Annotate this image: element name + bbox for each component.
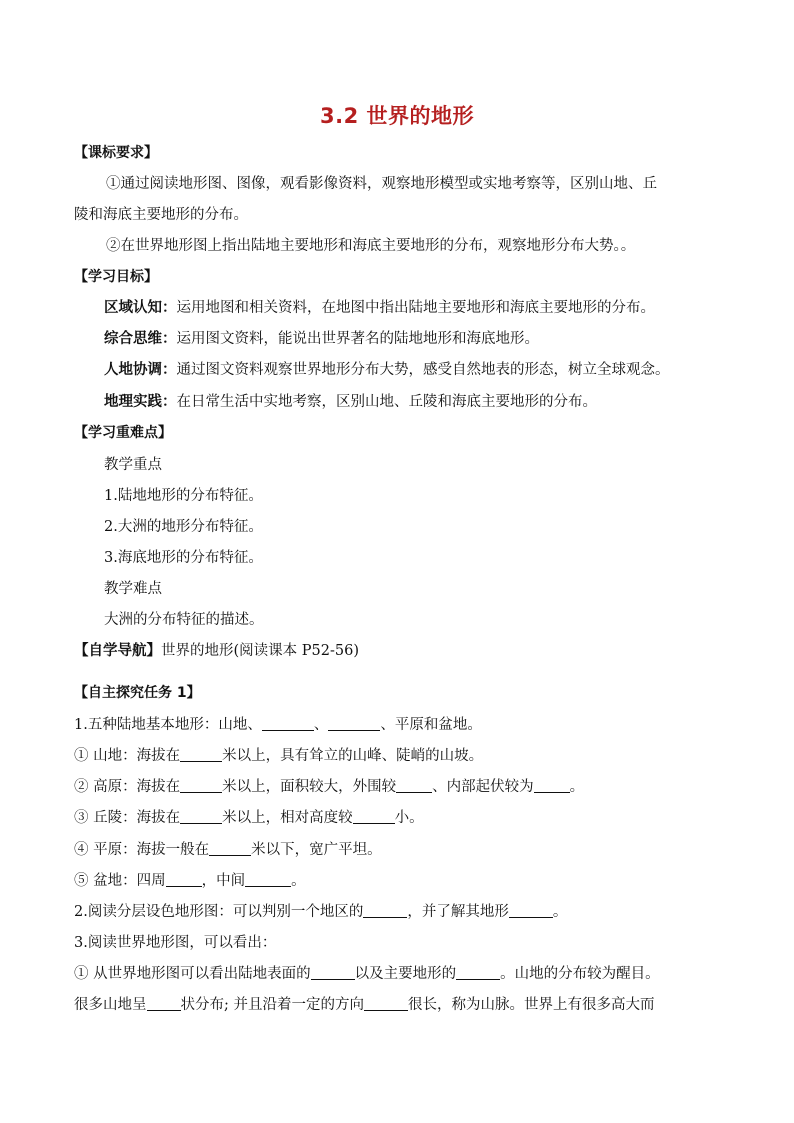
answer-blank[interactable] [364, 996, 408, 1011]
answer-blank[interactable] [456, 965, 500, 980]
curriculum-item-2: ②在世界地形图上指出陆地主要地形和海底主要地形的分布，观察地形分布大势。。 [106, 238, 636, 254]
objective-label: 地理实践： [104, 394, 177, 410]
key-points-line: 1.陆地地形的分布特征。 [104, 488, 263, 504]
self-study-guide [74, 641, 359, 661]
curriculum-item-1-line-2: 陵和海底主要地形的分布。 [74, 207, 248, 223]
section-heading-key-points: 【学习重难点】 [74, 425, 172, 441]
answer-blank[interactable] [353, 809, 395, 824]
objective-label: 人地协调： [104, 362, 177, 378]
objective-human-land [104, 360, 670, 380]
objective-practice [104, 392, 597, 412]
key-points-line: 大洲的分布特征的描述。 [104, 612, 264, 628]
key-points-line: 2.大洲的地形分布特征。 [104, 519, 263, 535]
question-2: 2.阅读分层设色地形图：可以判别一个地区的 ，并了解其地形 。 [74, 904, 568, 920]
objective-text: 通过图文资料观察世界地形分布大势，感受自然地表的形态，树立全球观念。 [176, 362, 670, 378]
answer-blank[interactable] [180, 778, 222, 793]
question-3-item-1: ① 从世界地形图可以看出陆地表面的 以及主要地形的 。山地的分布较为醒目。 [74, 966, 660, 982]
answer-blank[interactable] [534, 778, 570, 793]
answer-blank[interactable] [509, 903, 553, 918]
answer-blank[interactable] [209, 841, 251, 856]
answer-blank[interactable] [262, 716, 314, 731]
question-plateau: ② 高原：海拔在 米以上，面积较大，外围较 、内部起伏较为 。 [74, 779, 585, 795]
objective-regional [104, 298, 655, 318]
question-3: 3.阅读世界地形图，可以看出： [74, 935, 277, 951]
answer-blank[interactable] [147, 996, 181, 1011]
answer-blank[interactable] [396, 778, 432, 793]
key-points-line: 3.海底地形的分布特征。 [104, 550, 263, 566]
section-heading-self-study: 【自学导航】 [74, 643, 161, 659]
question-plain: ④ 平原：海拔一般在 米以下，宽广平坦。 [74, 842, 382, 858]
objective-label: 区域认知： [104, 300, 177, 316]
question-mountain: ① 山地：海拔在 米以上，具有耸立的山峰、陡峭的山坡。 [74, 748, 484, 764]
section-heading-curriculum: 【课标要求】 [74, 145, 158, 161]
objective-text: 在日常生活中实地考察，区别山地、丘陵和海底主要地形的分布。 [176, 394, 597, 410]
section-heading-objectives: 【学习目标】 [74, 269, 158, 285]
page-title: 3.2 世界的地形 [319, 104, 474, 128]
section-heading-task-1: 【自主探究任务 1】 [74, 685, 201, 701]
question-hills: ③ 丘陵：海拔在 米以上，相对高度较 小。 [74, 810, 424, 826]
answer-blank[interactable] [363, 903, 407, 918]
key-points-line: 教学难点 [104, 581, 162, 597]
self-study-text: 世界的地形(阅读课本 P52-56) [161, 643, 359, 659]
key-points-line: 教学重点 [104, 457, 162, 473]
question-3-item-1-continued: 很多山地呈 状分布; 并且沿着一定的方向 很长，称为山脉。世界上有很多高大而 [74, 997, 655, 1013]
question-1: 1.五种陆地基本地形：山地、 、 、平原和盆地。 [74, 717, 482, 733]
answer-blank[interactable] [311, 965, 355, 980]
objective-label: 综合思维： [104, 331, 177, 347]
objective-text: 运用地图和相关资料，在地图中指出陆地主要地形和海底主要地形的分布。 [176, 300, 655, 316]
answer-blank[interactable] [328, 716, 380, 731]
question-basin: ⑤ 盆地：四周 ，中间 。 [74, 873, 306, 889]
answer-blank[interactable] [245, 872, 291, 887]
answer-blank[interactable] [180, 747, 222, 762]
curriculum-item-1-line-1: ①通过阅读地形图、图像，观看影像资料，观察地形模型或实地考察等，区别山地、丘 [106, 176, 657, 192]
answer-blank[interactable] [180, 809, 222, 824]
answer-blank[interactable] [166, 872, 202, 887]
objective-text: 运用图文资料，能说出世界著名的陆地地形和海底地形。 [176, 331, 539, 347]
objective-synthesis [104, 329, 539, 349]
